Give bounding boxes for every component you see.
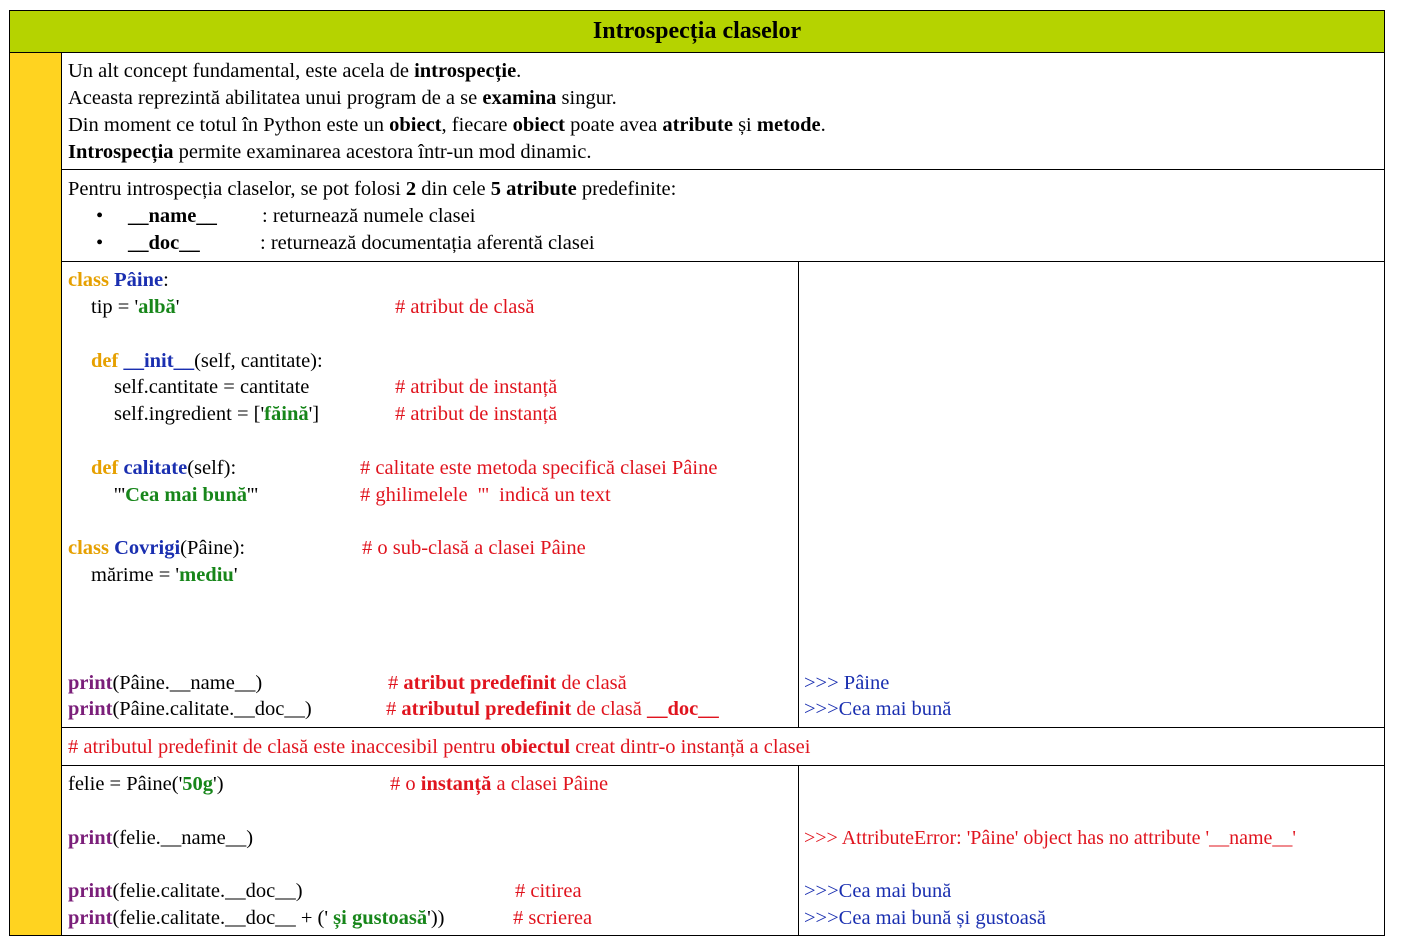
code-comment: # atribut de instanță [395,403,558,425]
code-line: print(Pâine.calitate.__doc__) [68,698,312,720]
note-comment: # atributul predefinit de clasă este inaccesibil pentru obiectul creat dintr-o instanță a clasei [68,736,811,758]
code-line: print(Pâine.__name__) [68,672,263,694]
code-line: def __init__(self, cantitate): [91,350,323,372]
code-comment: # citirea [515,880,582,902]
row-divider [62,727,1384,728]
column-divider [798,765,799,935]
bullet-icon: • [96,232,104,254]
column-divider [798,261,799,727]
code-comment: # ghilimelele ''' indică un text [360,484,611,506]
attributes-intro: Pentru introspecția claselor, se pot folosi 2 din cele 5 atribute predefinite: [68,178,677,200]
code-line: self.cantitate = cantitate [114,376,310,398]
code-line: def calitate(self): [91,457,237,479]
code-comment: # atribut de clasă [395,296,535,318]
row-divider [62,765,1384,766]
page-title: Introspecția claselor [10,11,1384,53]
code-comment: # atribut de instanță [395,376,558,398]
code-line: mărime = 'mediu' [91,564,238,586]
code-line: class Covrigi(Pâine): [68,537,246,559]
output-line: >>>Cea mai bună [804,698,952,720]
code-line: '''Cea mai bună''' [114,484,259,506]
attr-desc: : returnează numele clasei [262,205,476,227]
intro-line: Un alt concept fundamental, este acela de introspecție. [68,60,522,82]
code-comment: # o instanță a clasei Pâine [390,773,609,795]
attr-name: __doc__ [128,232,200,254]
code-comment: # o sub-clasă a clasei Pâine [362,537,586,559]
code-line: print(felie.__name__) [68,827,254,849]
attr-name: __name__ [128,205,217,227]
code-line: self.ingredient = ['făină'] [114,403,320,425]
code-comment: # calitate este metoda specifică clasei Pâine [360,457,718,479]
code-line: tip = 'albă' [91,296,180,318]
intro-line: Din moment ce totul în Python este un obiect, fiecare obiect poate avea atribute și metode. [68,114,826,136]
row-divider [62,169,1384,170]
row-divider [62,261,1384,262]
introspection-sheet [9,10,1385,936]
code-line: print(felie.calitate.__doc__) [68,880,303,902]
intro-line: Aceasta reprezintă abilitatea unui program de a se examina singur. [68,87,617,109]
attr-desc: : returnează documentația aferentă clasei [260,232,595,254]
code-line: class Pâine: [68,269,169,291]
bullet-icon: • [96,205,104,227]
code-comment: # atribut predefinit de clasă [388,672,627,694]
output-error-line: >>> AttributeError: 'Pâine' object has no attribute '__name__' [804,827,1297,849]
output-line: >>>Cea mai bună [804,880,952,902]
code-line: felie = Pâine('50g') [68,773,224,795]
output-line: >>>Cea mai bună și gustoasă [804,907,1046,929]
margin-column [10,53,62,935]
output-line: >>> Pâine [804,672,890,694]
intro-line: Introspecția permite examinarea acestora într-un mod dinamic. [68,141,592,163]
code-comment: # scrierea [513,907,593,929]
code-line: print(felie.calitate.__doc__ + (' și gustoasă')) [68,907,445,929]
code-comment: # atributul predefinit de clasă __doc__ [386,698,719,720]
